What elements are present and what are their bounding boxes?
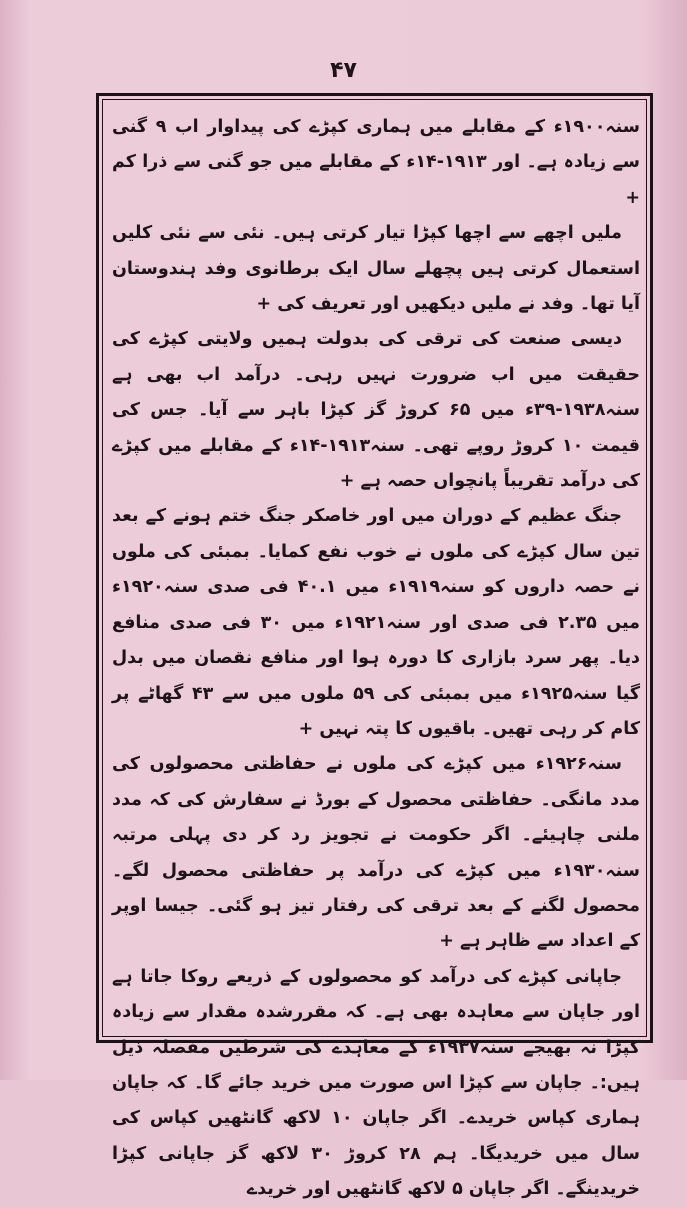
paragraph-cloth-production: سنہ۱۹۰۰ء کے مقابلے میں ہماری کپڑے کی پیداوار اب ۹ گنی سے زیادہ ہے۔ اور ۱۹۱۳-۱۴ء کے مقابلے میں جو گنی سے ذرا کم + <box>112 117 641 208</box>
paragraph-war-profits: جنگ عظیم کے دوران میں اور خاصکر جنگ ختم ہونے کے بعد تین سال کپڑے کی ملوں نے خوب نفع کمایا۔ بمبئی کی ملوں نے حصہ داروں کو سنہ۱۹۱۹ء میں ۴۰.۱ فی صدی سنہ۱۹۲۰ء میں ۲.۳۵ فی صدی اور سنہ۱۹۲۱ء میں ۳۰ فی صدی منافع دیا۔ پھر سرد بازاری کا دورہ ہوا اور منافع نقصان میں بدل گیا سنہ۱۹۲۵ء میں بمبئی کی ۵۹ ملوں میں سے ۴۳ گھاٹے پر کام کر رہی تھیں۔ باقیوں کا پتہ نہیں + <box>112 506 641 739</box>
page-number: ۴۷ <box>330 58 357 83</box>
body-text <box>112 110 640 1208</box>
paragraph-mills-quality: ملیں اچھے سے اچھا کپڑا تیار کرتی ہیں۔ نئی سے نئی کلیں استعمال کرتی ہیں پچھلے سال ایک برطانوی وفد ہندوستان آیا تھا۔ وفد نے ملیں دیکھیں اور تعریف کی + <box>112 223 640 315</box>
paragraph-protective-duties: سنہ۱۹۲۶ء میں کپڑے کی ملوں نے حفاظتی محصولوں کی مدد مانگی۔ حفاظتی محصول کے بورڈ نے سفارش کی کہ مدد ملنی چاہیئے۔ اگر حکومت نے تجویز رد کر دی پہلی مرتبہ سنہ۱۹۳۰ء میں کپڑے کی درآمد پر حفاظتی محصول لگے۔ محصول لگنے کے بعد ترقی کی رفتار تیز ہو گئی۔ جیسا اوپر کے اعداد سے ظاہر ہے + <box>112 754 640 952</box>
paragraph-imports: دیسی صنعت کی ترقی کی بدولت ہمیں ولایتی کپڑے کی حقیقت میں اب ضرورت نہیں رہی۔ درآمد اب بھی ہے سنہ۱۹۳۸-۳۹ء میں ۶۵ کروڑ گز کپڑا باہر سے آیا۔ جس کی قیمت ۱۰ کروڑ روپے تھی۔ سنہ۱۹۱۳-۱۴ء کے مقابلے میں کپڑے کی درآمد تقریباً پانچواں حصہ ہے + <box>112 329 641 492</box>
paragraph-japan-agreement: جاپانی کپڑے کی درآمد کو محصولوں کے ذریعے روکا جاتا ہے اور جاپان سے معاہدہ بھی ہے۔ کہ مقررشدہ مقدار سے زیادہ کپڑا نہ بھیجے سنہ۱۹۳۷ء کے معاہدے کی شرطیں مفصلہ ذیل ہیں:۔ جاپان سے کپڑا اس صورت میں خرید جائے گا۔ کہ جاپان ہماری کپاس خریدے۔ اگر جاپان ۱۰ لاکھ گانٹھیں کپاس کی سال میں خریدیگا۔ ہم ۲۸ کروڑ ۳۰ لاکھ گز جاپانی کپڑا خریدینگے۔ اگر جاپان ۵ لاکھ گانٹھیں اور خریدے <box>112 966 640 1200</box>
